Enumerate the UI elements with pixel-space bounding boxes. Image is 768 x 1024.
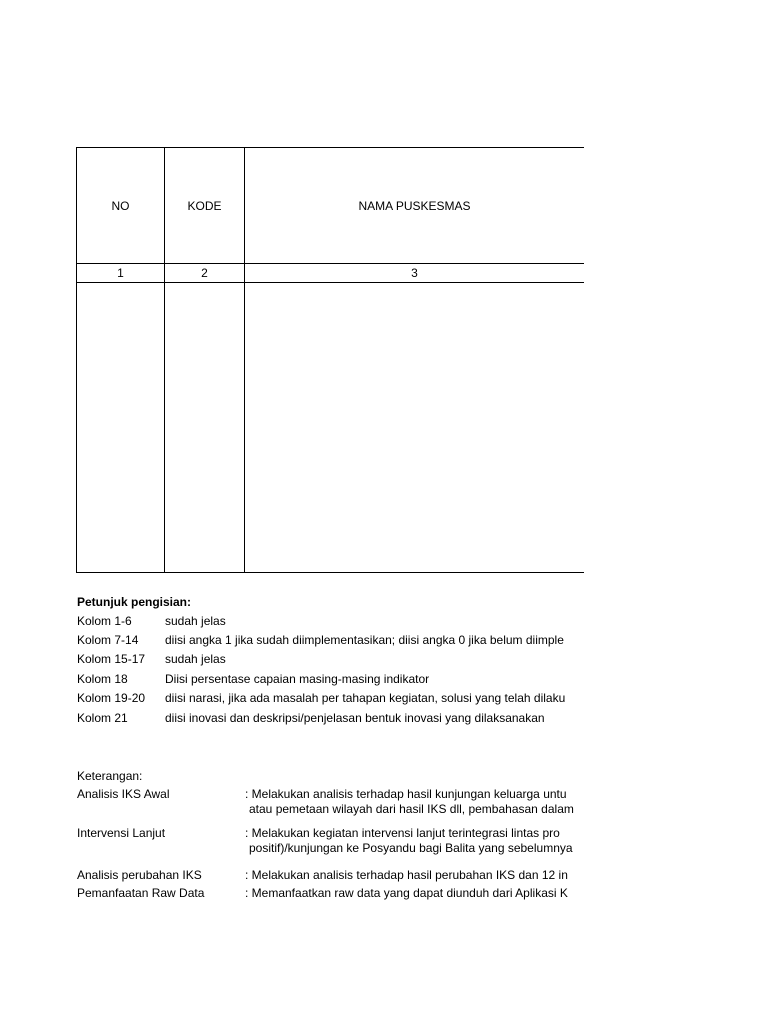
keterangan-term: Analisis IKS Awal <box>77 787 170 801</box>
keterangan-desc: : Melakukan kegiatan intervensi lanjut terintegrasi lintas pro <box>245 826 560 840</box>
keterangan-desc-continued: positif)/kunjungan ke Posyandu bagi Balita yang sebelumnya <box>249 841 573 855</box>
petunjuk-kolom-desc: diisi angka 1 jika sudah diimplementasikan; diisi angka 0 jika belum diimple <box>165 633 564 647</box>
puskesmas-table <box>76 147 584 573</box>
petunjuk-title: Petunjuk pengisian: <box>77 595 192 609</box>
petunjuk-kolom-label: Kolom 15-17 <box>77 652 146 666</box>
keterangan-desc-continued: atau pemetaan wilayah dari hasil IKS dll, pembahasan dalam <box>249 802 574 816</box>
table-number-row <box>77 264 585 283</box>
petunjuk-kolom-label: Kolom 21 <box>77 711 128 725</box>
table-cell-no <box>77 283 165 573</box>
keterangan-title: Keterangan: <box>77 769 143 783</box>
header-kode: KODE <box>165 148 245 264</box>
petunjuk-kolom-desc: diisi inovasi dan deskripsi/penjelasan bentuk inovasi yang dilaksanakan <box>165 711 545 725</box>
petunjuk-kolom-label: Kolom 7-14 <box>77 633 139 647</box>
header-no: NO <box>77 148 165 264</box>
petunjuk-kolom-desc: sudah jelas <box>165 614 226 628</box>
keterangan-desc: : Melakukan analisis terhadap hasil kunjungan keluarga untu <box>245 787 567 801</box>
petunjuk-kolom-desc: diisi narasi, jika ada masalah per tahapan kegiatan, solusi yang telah dilaku <box>165 691 566 705</box>
petunjuk-kolom-label: Kolom 19-20 <box>77 691 146 705</box>
petunjuk-kolom-label: Kolom 1-6 <box>77 614 132 628</box>
column-number-2: 2 <box>165 264 245 283</box>
table-header-row <box>77 148 585 264</box>
keterangan-term: Intervensi Lanjut <box>77 826 166 840</box>
column-number-1: 1 <box>77 264 165 283</box>
petunjuk-kolom-desc: sudah jelas <box>165 652 226 666</box>
header-nama-puskesmas: NAMA PUSKESMAS <box>245 148 585 264</box>
table-cell-nama <box>245 283 585 573</box>
keterangan-term: Analisis perubahan IKS <box>77 868 202 882</box>
table-body-row <box>77 283 585 573</box>
keterangan-desc: : Melakukan analisis terhadap hasil perubahan IKS dan 12 in <box>245 868 568 882</box>
petunjuk-kolom-desc: Diisi persentase capaian masing-masing indikator <box>165 672 430 686</box>
keterangan-desc: : Memanfaatkan raw data yang dapat diunduh dari Aplikasi K <box>245 886 568 900</box>
petunjuk-kolom-label: Kolom 18 <box>77 672 128 686</box>
table-cell-kode <box>165 283 245 573</box>
keterangan-term: Pemanfaatan Raw Data <box>77 886 205 900</box>
column-number-3: 3 <box>245 264 585 283</box>
